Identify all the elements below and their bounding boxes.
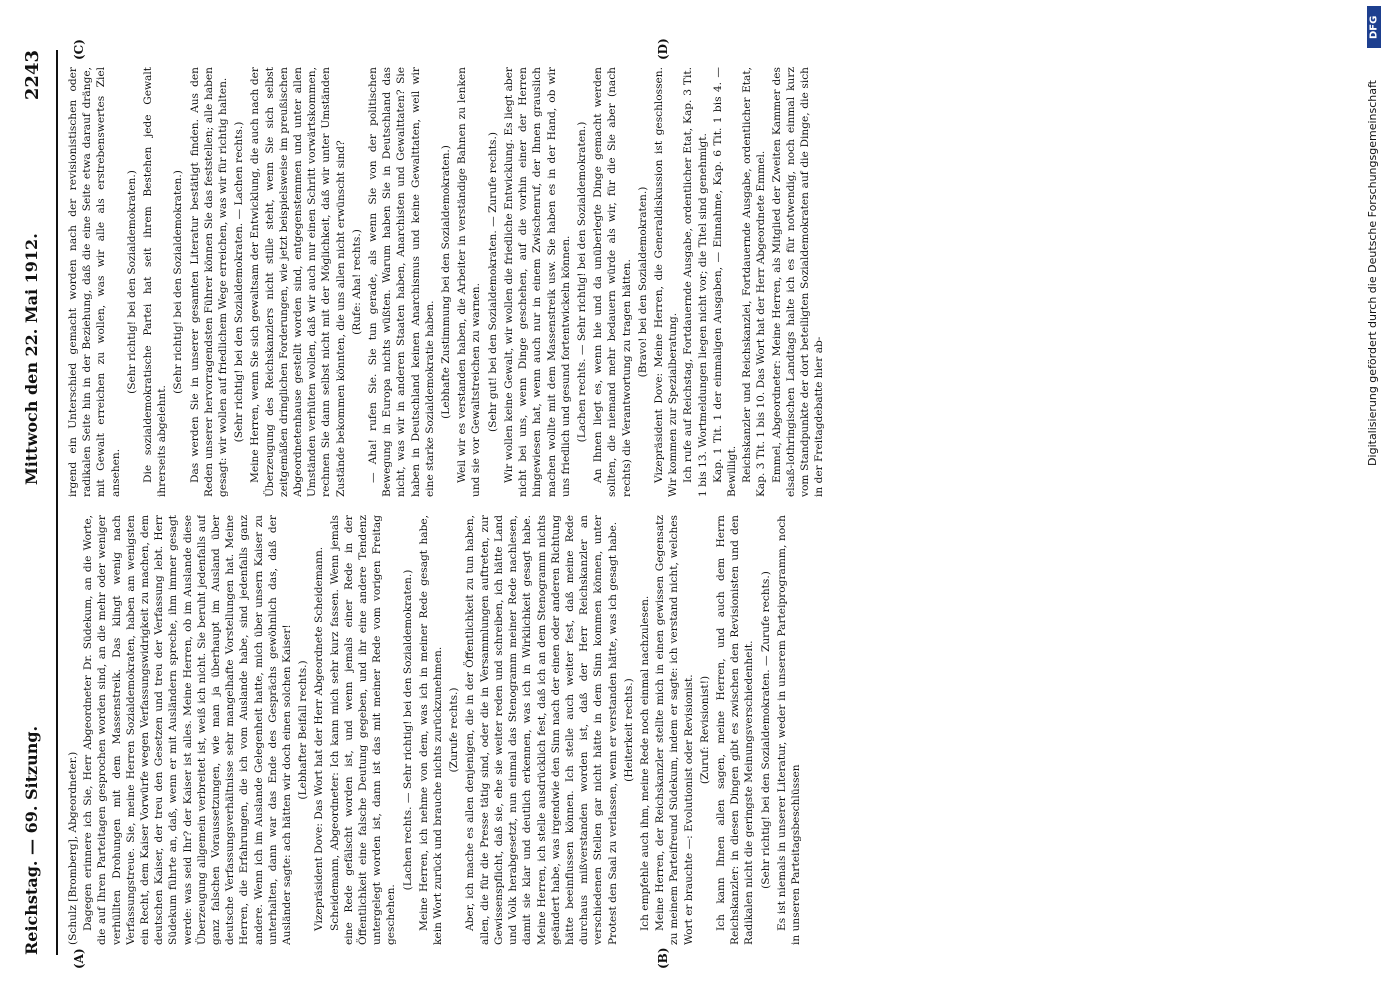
- interjection: (Sehr gut! bei den Sozialdemokraten. — Zurufe rechts.): [486, 132, 499, 432]
- margin-marker-c: (C): [72, 39, 86, 60]
- interjection: (Lebhafter Beifall rechts.): [297, 660, 310, 800]
- dfg-logo: DFG: [1367, 6, 1381, 48]
- page-header: [16, 50, 58, 955]
- interjection: (Rufe: Aha! rechts.): [350, 229, 363, 335]
- digitization-credit: Digitalisierung gefördert durch die Deutsche Forschungsgemeinschaft: [1366, 80, 1379, 466]
- paragraph: Meine Herren, der Reichskanzler stellte mich in einen gewissen Gegensatz zu meinem Parteifreund Südekum, indem er sagte: ich verstand nicht, welches Wort er brauchte —: Evolutionist oder Revisionist.: [654, 515, 695, 945]
- right-text-column: [66, 67, 1246, 497]
- interjection: (Sehr richtig! bei den Sozialdemokraten.): [172, 170, 185, 394]
- interjection: (Heiterkeit rechts.): [622, 678, 635, 782]
- paragraph: Die sozialdemokratische Partei hat seit ihrem Bestehen jede Gewalt ihrerseits abgelehnt.: [142, 67, 169, 497]
- paragraph: An Ihnen liegt es, wenn hie und da unüberlegte Dinge gemacht werden sollten, die niemand mehr bedauern würde als wir, für die Sie aber (nach rechts) die Verantwortung zu tragen hätten.: [592, 67, 633, 497]
- paragraph: Reichskanzler und Reichskanzlei, Fortdauernde Ausgabe, ordentlicher Etat, Kap. 3 Tit. 1 bis 10. Das Wort hat der Herr Abgeordnete Emmel.: [741, 67, 768, 497]
- paragraph: Vizepräsident Dove: Das Wort hat der Herr Abgeordnete Scheidemann.: [313, 546, 326, 931]
- paragraph: Vizepräsident Dove: Meine Herren, die Generaldiskussion ist geschlossen. Wir kommen zur Spezialberatung.: [652, 67, 680, 497]
- paragraph: Ich rufe auf Reichstag, Fortdauernde Ausgabe, ordentlicher Etat, Kap. 3 Tit. 1 bis 13. Wortmeldungen liegen nicht vor; die Titel sind genehmigt.: [682, 67, 709, 497]
- interjection: (Bravo! bei den Sozialdemokraten.): [636, 186, 649, 378]
- header-session: Reichstag. — 69. Sitzung.: [22, 725, 41, 955]
- page-number: 2243: [22, 50, 43, 101]
- margin-marker-b: (B): [656, 947, 670, 969]
- paragraph: Kap. 1 Tit. 1 der einmaligen Ausgaben, — Einnahme, Kap. 6 Tit. 1 bis 4. — Bewilligt.: [711, 67, 738, 497]
- paragraph: (Schulz [Bromberg], Abgeordneter.): [67, 751, 79, 945]
- paragraph: Ich empfehle auch ihm, meine Rede noch einmal nachzulesen.: [638, 595, 651, 931]
- paragraph: Scheidemann, Abgeordneter: Ich kann mich sehr kurz fassen. Wenn jemals eine Rede gefälscht worden ist, und wenn jemals einer Rede in der Öffentlichkeit eine falsche Deutung gegeben, und ihr eine andere Tendenz untergelegt worden ist, dann ist das mit meiner Rede vom vorigen Freitag geschehen.: [328, 515, 398, 945]
- interjection: (Zuruf: Revisionist!): [698, 675, 711, 785]
- paragraph: Es ist niemals in unserer Literatur, weder in unserem Parteiprogramm, noch in unseren Parteitagsbeschlüssen: [775, 515, 802, 945]
- interjection: (Lebhafte Zustimmung bei den Sozialdemokraten.): [440, 145, 453, 419]
- paragraph: Wir wollen keine Gewalt, wir wollen die friedliche Entwicklung. Es liegt aber nicht bei uns, wenn Dinge geschehen, auf die vorhin einer der Herren hingewiesen hat, wenn auch nur in einem Zwischenruf, der Ihnen grauslich machen wollte mit dem Massenstreik usw. Sie haben es in der Hand, ob wir uns friedlich und gesund fortentwickeln können.: [502, 67, 572, 497]
- paragraph: Meine Herren, wenn Sie sich gewaltsam der Entwicklung, die auch nach der Überzeugung des Reichskanzlers nicht stille steht, wenn Sie sich selbst zeitgemäßen dringlichen Forderungen, wie jetzt beispielsweise im preußischen Abgeordnetenhause gestellt worden sind, entgegenstemmen und unter allen Umständen verhüten wollen, daß wir auch nur einen Schritt vorwärtskommen, rechnen Sie dann selbst nicht mit der Möglichkeit, daß wir unter Umständen Zustände bekommen könnten, die uns allen nicht erwünscht sind?: [249, 67, 347, 497]
- paragraph: Ich kann Ihnen allen sagen, meine Herren, und auch dem Herrn Reichskanzler: in diesen Dingen gibt es zwischen den Revisionisten und den Radikalen nicht die geringste Meinungsverschiedenheit.: [714, 515, 756, 945]
- paragraph: Das werden Sie in unserer gesamten Literatur bestätigt finden. Aus den Reden unserer hervorragendsten Führer können Sie das feststellen; alle haben gesagt: wir wollen auf friedlichem Wege erreichen, was wir für richtig halten.: [188, 67, 230, 497]
- margin-marker-a: (A): [72, 948, 86, 969]
- newspaper-page: [6, 35, 1256, 975]
- margin-marker-d: (D): [656, 38, 670, 60]
- interjection: (Zurufe rechts.): [448, 687, 461, 773]
- paragraph: Meine Herren, ich nehme von dem, was ich in meiner Rede gesagt habe, kein Wort zurück und brauche nichts zurückzunehmen.: [417, 515, 445, 945]
- paragraph: Aber, ich mache es allen denjenigen, die in der Öffentlichkeit zu tun haben, allen, die für die Presse tätig sind, oder die in Versammlungen auftreten, zur Gewissenspflicht, daß sie, ehe sie weiter reden und schreiben, ich hätte Land und Volk herabgesetzt, nun einmal das Stenogramm meiner Rede nachlesen, damit sie klar und deutlich erkennen, was ich in Wirklichkeit gesagt habe. Meine Herren, ich stelle ausdrücklich fest, daß ich an dem Stenogramm nichts geändert habe, was irgendwie den Sinn nach der einen oder anderen Richtung hätte beeinflussen können. Ich stelle auch weiter fest, daß meine Rede durchaus mißverstanden worden ist, daß der Herr Reichskanzler an verschiedenen Stellen gar nicht hätte in dem Sinn kommen können, unter Protest den Saal zu verlassen, wenn er verstanden hätte, was ich gesagt habe.: [464, 515, 619, 945]
- interjection: (Sehr richtig! bei den Sozialdemokraten.): [125, 170, 138, 394]
- interjection: (Lachen rechts. — Sehr richtig! bei den Sozialdemokraten.): [401, 569, 414, 891]
- left-text-column: [66, 515, 1246, 945]
- paragraph: Dagegen erinnere ich Sie, Herr Abgeordneter Dr. Südekum, an die Worte, die auf Ihren Parteitagen gesprochen worden sind, an die mehr oder weniger verhüllten Drohungen mit dem Massenstreik. Das klingt wenig nach Verfassungstreue. Sie, meine Herren Sozialdemokraten, haben am wenigsten ein Recht, dem Kaiser Vorwürfe wegen Verfassungswidrigkeit zu machen, dem deutschen Kaiser, der treu den Gesetzen und treu der Verfassung lebt. Herr Südekum führte an, daß, wenn er mit Ausländern spreche, ihm immer gesagt werde: was seid Ihr? der Kaiser ist alles. Meine Herren, ob im Auslande diese Überzeugung allgemein verbreitet ist, weiß ich nicht. Sie beruht jedenfalls auf ganz falschen Voraussetzungen, wie man ja überhaupt im Ausland über deutsche Verfassungsverhältnisse sehr mangelhafte Vorstellungen hat. Meine Herren, die Erfahrungen, die ich vom Auslande habe, sind jedenfalls ganz andere. Wenn ich im Auslande Gelegenheit hatte, mich über unsern Kaiser zu unterhalten, dann war das Ende des Gesprächs gewöhnlich das, daß der Ausländer sagte: ach hätten wir doch einen solchen Kaiser!: [82, 515, 294, 945]
- interjection: (Sehr richtig! bei den Sozialdemokraten. — Lachen rechts.): [233, 121, 246, 443]
- paragraph: Emmel, Abgeordneter: Meine Herren, als Mitglied der Zweiten Kammer des elsaß-lothringischen Landtags halte ich es für notwendig, noch einmal kurz vom Standpunkte der dort beteiligten Sozialdemokraten auf die Dinge, die sich in der Freitagdebatte hier ab-: [770, 67, 826, 497]
- interjection: (Sehr richtig! bei den Sozialdemokraten. — Zurufe rechts.): [759, 571, 772, 889]
- paragraph: irgend ein Unterschied gemacht worden nach der revisionistischen oder radikalen Seite hin in der Beziehung, daß die eine Seite etwa darauf dränge, mit Gewalt erreichen zu wollen, was wir alle als erstrebenswertes Ziel ansehen.: [67, 67, 122, 497]
- header-date: Mittwoch den 22. Mai 1912.: [22, 233, 41, 485]
- interjection: (Lachen rechts. — Sehr richtig! bei den Sozialdemokraten.): [575, 121, 588, 443]
- paragraph: — Aha! rufen Sie. Sie tun gerade, als wenn Sie von der politischen Bewegung in Europa nichts wüßten. Warum haben Sie in Deutschland das nicht, was wir in anderen Staaten haben, Anarchisten und Gewalttaten? Sie haben in Deutschland keinen Anarchismus und keine Gewalttaten, weil wir eine starke Sozialdemokratie haben.: [367, 67, 436, 497]
- paragraph: Weil wir es verstanden haben, die Arbeiter in verständige Bahnen zu lenken und sie vor Gewaltstreichen zu warnen.: [456, 67, 483, 497]
